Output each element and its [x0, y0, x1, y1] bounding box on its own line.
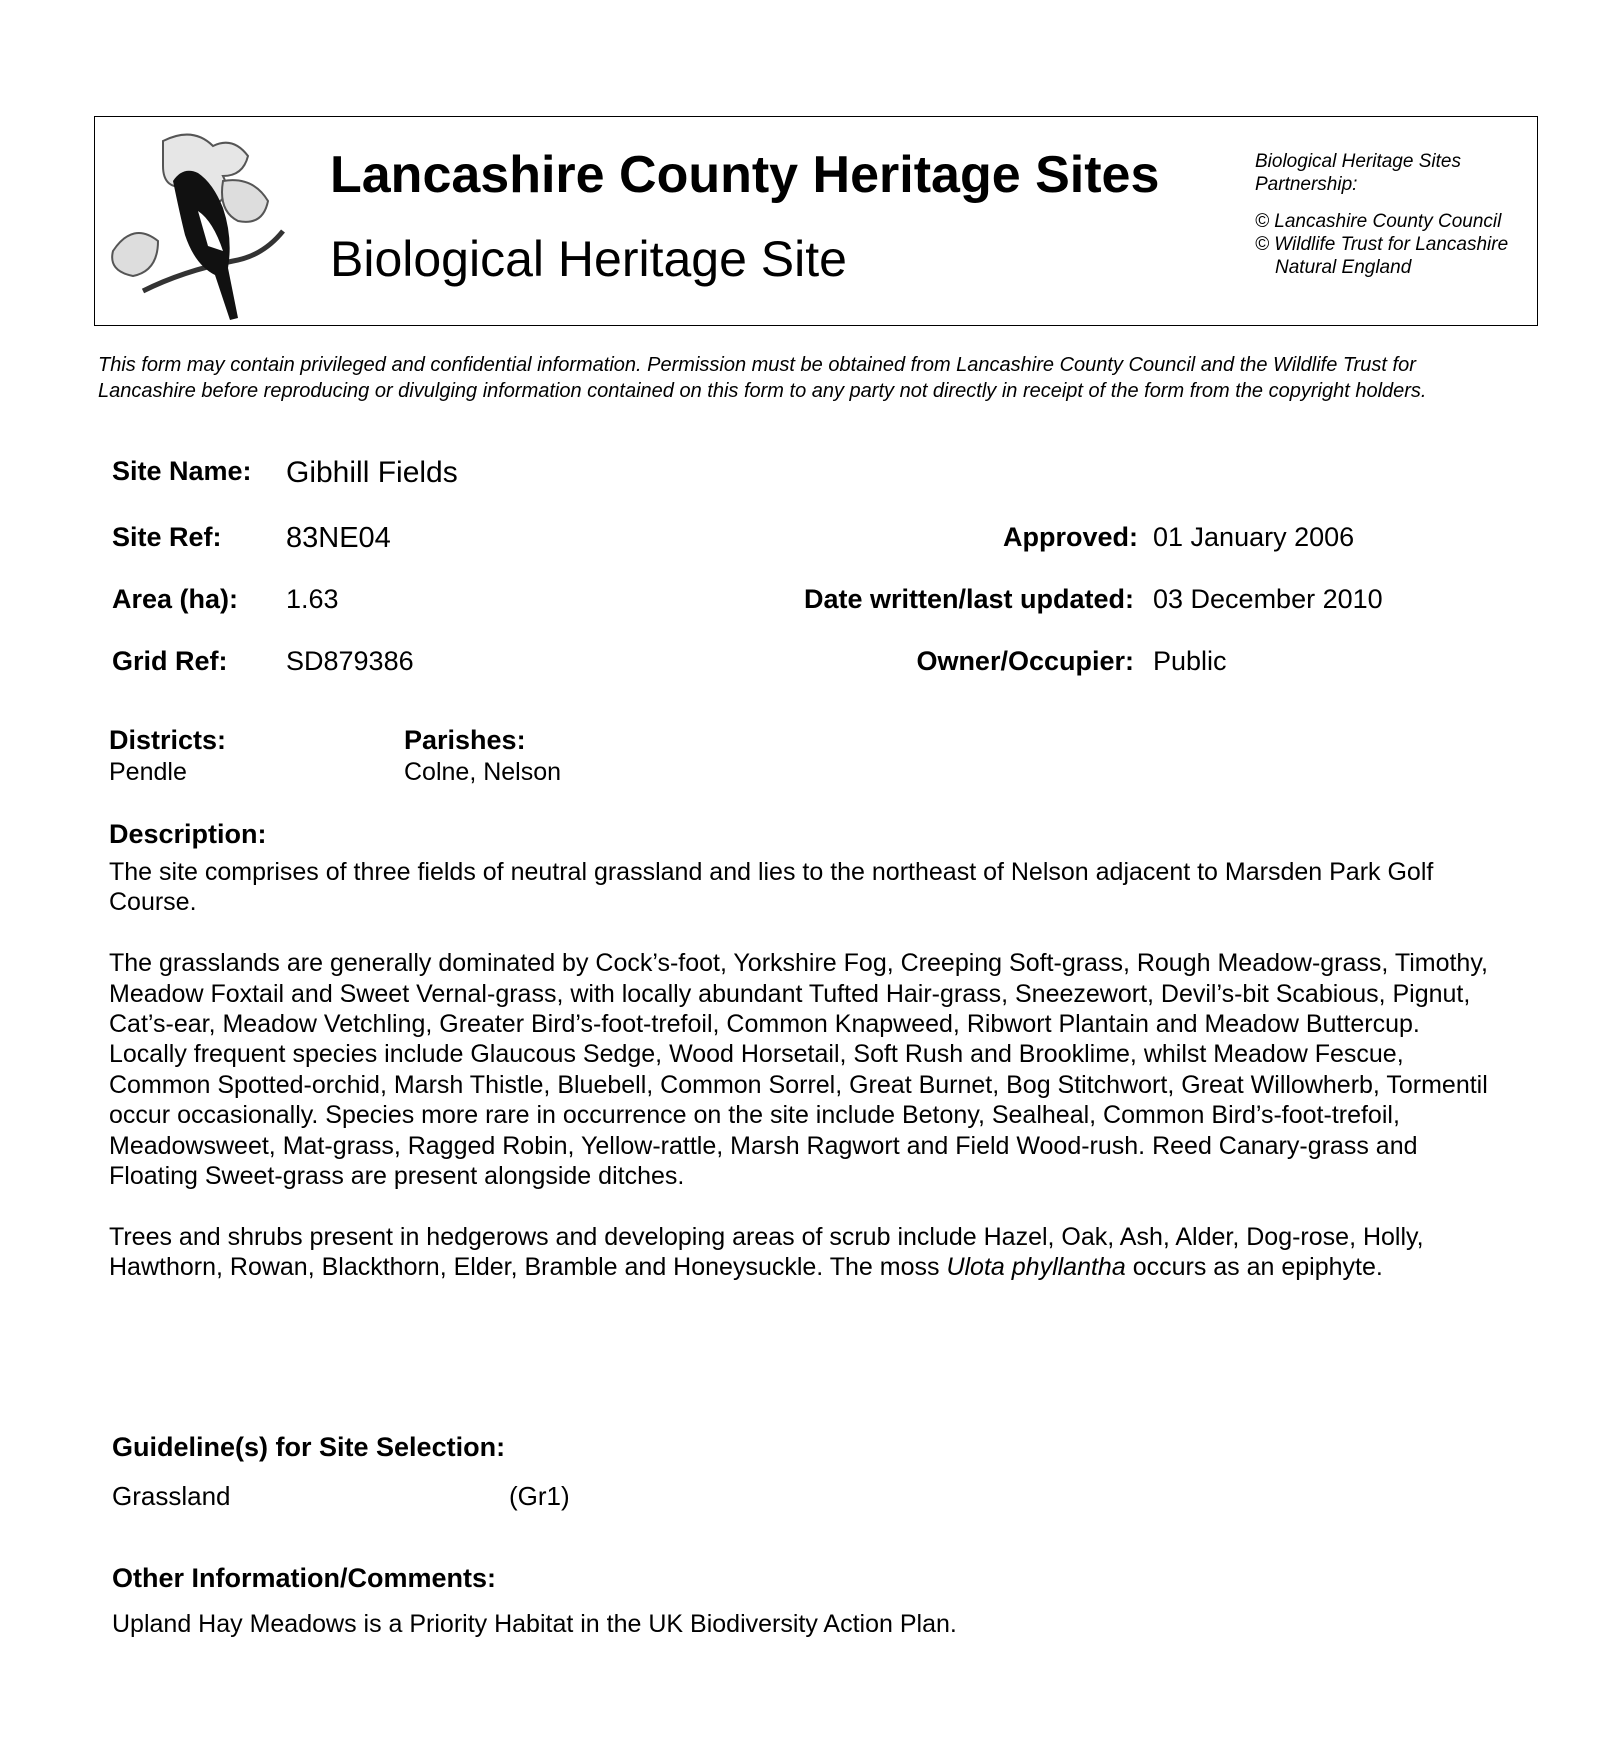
- grid-ref-label: Grid Ref:: [112, 646, 228, 676]
- page-subtitle: Biological Heritage Site: [330, 231, 847, 287]
- description-body: [109, 857, 1499, 1313]
- other-info-label: Other Information/Comments:: [112, 1563, 497, 1593]
- page-title: Lancashire County Heritage Sites: [330, 146, 1160, 204]
- partner-item: Natural England: [1275, 257, 1412, 278]
- approved-value: 01 January 2006: [1153, 522, 1355, 552]
- approved-label: Approved:: [1003, 522, 1138, 552]
- description-paragraph: The site comprises of three fields of neutral grassland and lies to the northeast of Nelson adjacent to Marsden Park Golf Course.: [109, 858, 1434, 917]
- grid-ref-value: SD879386: [286, 646, 414, 676]
- description-paragraph: [109, 1222, 1499, 1283]
- species-name-italic: Ulota phyllantha: [946, 1253, 1126, 1282]
- disclaimer: This form may contain privileged and confidential information. Permission must be obtained from Lancashire County Council and the Wildlife Trust for Lancashire before reproducing or divulging information contained on this form to any party not directly in receipt of the form from the copyright holders.: [98, 354, 1427, 402]
- description-paragraph: The grasslands are generally dominated by Cock’s-foot, Yorkshire Fog, Creeping Soft-grass, Rough Meadow-grass, Timothy, Meadow Foxtail and Sweet Vernal-grass, with locally abundant Tufted Hair-grass, Sneezewort, Devil’s-bit Scabious, Pignut, Cat’s-ear, Meadow Vetchling, Greater Bird’s-foot-trefoil, Common Knapweed, Ribwort Plantain and Meadow Buttercup. Locally frequent species include Glaucous Sedge, Wood Horsetail, Soft Rush and Brooklime, whilst Meadow Fescue, Common Spotted-orchid, Marsh Thistle, Bluebell, Common Sorrel, Great Burnet, Bog Stitchwort, Great Willowherb, Tormentil occur occasionally. Species more rare in occurrence on the site include Betony, Sealheal, Common Bird’s-foot-trefoil, Meadowsweet, Mat-grass, Ragged Robin, Yellow-rattle, Marsh Ragwort and Field Wood-rush. Reed Canary-grass and Floating Sweet-grass are present alongside ditches.: [109, 949, 1488, 1191]
- owner-value: Public: [1153, 646, 1227, 676]
- site-name-label: Site Name:: [112, 456, 252, 486]
- updated-label: Date written/last updated:: [803, 584, 1134, 614]
- districts-label: Districts:: [109, 725, 227, 755]
- header-box: [94, 116, 1538, 326]
- guideline-habitat: Grassland: [112, 1481, 231, 1511]
- partnership-block: [1255, 150, 1508, 279]
- text-run: Trees and shrubs present in hedgerows and developing areas of scrub include Hazel, Oak, Ash, Alder, Dog-rose, Holly, Hawthorn, Rowan, Blackthorn, Elder, Bramble and Honeysuckle. The moss: [109, 1222, 1424, 1282]
- site-ref-value: 83NE04: [286, 522, 391, 554]
- parishes-value: Colne, Nelson: [404, 758, 562, 786]
- districts-value: Pendle: [109, 758, 187, 786]
- parishes-label: Parishes:: [404, 725, 526, 755]
- area-label: Area (ha):: [112, 584, 239, 614]
- site-name-value: Gibhill Fields: [286, 456, 458, 489]
- updated-value: 03 December 2010: [1153, 584, 1383, 614]
- partner-item: © Wildlife Trust for Lancashire: [1255, 234, 1509, 255]
- other-info-text: Upland Hay Meadows is a Priority Habitat in the UK Biodiversity Action Plan.: [112, 1610, 957, 1638]
- text-run: occurs as an epiphyte.: [1125, 1253, 1383, 1282]
- area-value: 1.63: [286, 584, 339, 614]
- partner-item: © Lancashire County Council: [1255, 211, 1502, 232]
- partnership-heading: Biological Heritage Sites Partnership:: [1255, 151, 1461, 195]
- bird-logo-icon: [103, 121, 303, 321]
- guidelines-label: Guideline(s) for Site Selection:: [112, 1432, 506, 1462]
- owner-label: Owner/Occupier:: [916, 646, 1134, 676]
- site-ref-label: Site Ref:: [112, 522, 222, 552]
- guideline-code: (Gr1): [509, 1481, 570, 1511]
- description-label: Description:: [109, 819, 267, 849]
